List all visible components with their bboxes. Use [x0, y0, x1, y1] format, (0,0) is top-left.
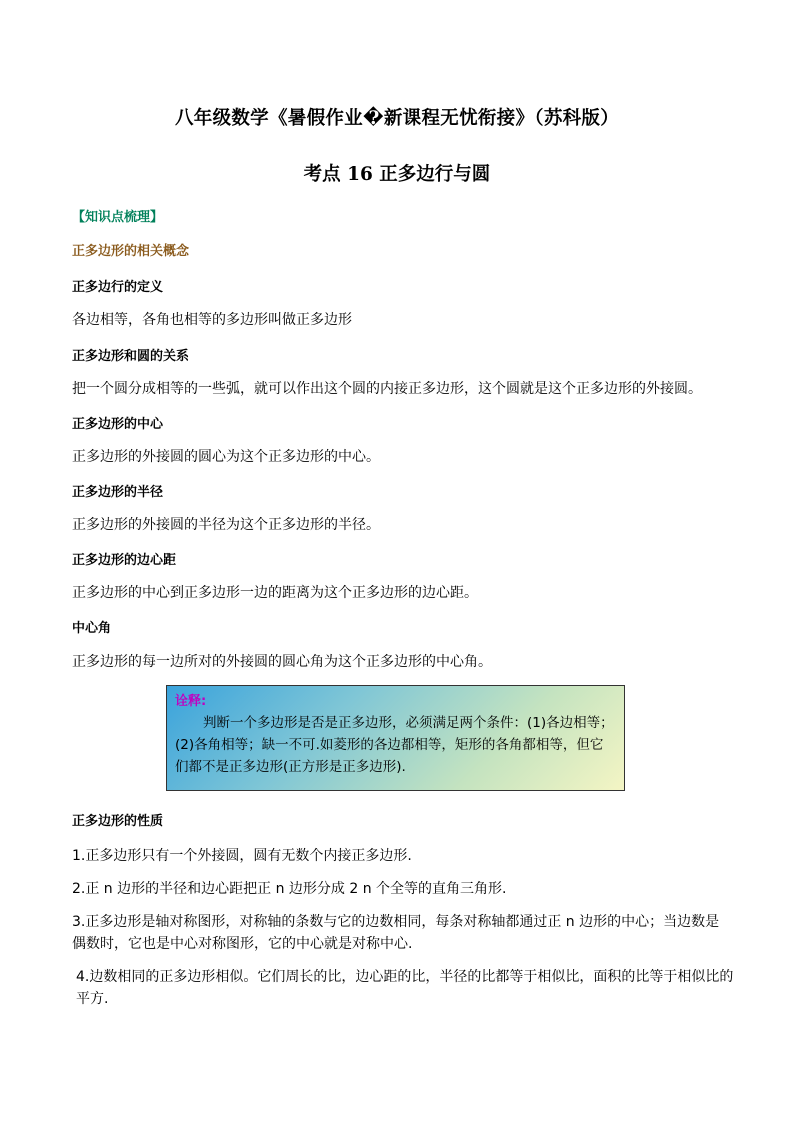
property-item: 4.边数相同的正多边形相似。它们周长的比，边心距的比，半径的比都等于相似比，面积的比等于相似比的平方. — [76, 969, 734, 1007]
item-heading: 正多边形和圆的关系 — [72, 349, 190, 364]
note-box — [166, 685, 625, 791]
properties-heading: 正多边形的性质 — [72, 814, 164, 829]
item-text: 把一个圆分成相等的一些弧，就可以作出这个圆的内接正多边形，这个圆就是这个正多边形的外接圆。 — [72, 381, 702, 397]
item-text: 各边相等，各角也相等的多边形叫做正多边形 — [72, 312, 352, 328]
item-heading: 中心角 — [72, 621, 112, 636]
document-title: 八年级数学《暑假作业�新课程无忧衔接》（苏科版） — [174, 108, 620, 129]
property-item: 2.正 n 边形的半径和边心距把正 n 边形分成 2 n 个全等的直角三角形. — [72, 881, 507, 897]
item-heading: 正多边形的边心距 — [72, 553, 177, 568]
note-title: 诠释: — [175, 694, 207, 709]
property-item: 1.正多边形只有一个外接圆，圆有无数个内接正多边形. — [72, 848, 412, 864]
section-tag: 【知识点梳理】 — [72, 210, 164, 225]
item-heading: 正多边行的定义 — [72, 280, 164, 295]
item-heading: 正多边形的中心 — [72, 417, 164, 432]
property-item: 3.正多边形是轴对称图形，对称轴的条数与它的边数相同，每条对称轴都通过正 n 边形的中心；当边数是偶数时，它也是中心对称图形，它的中心就是对称中心. — [72, 914, 720, 952]
item-text: 正多边形的外接圆的半径为这个正多边形的半径。 — [72, 517, 380, 533]
item-text: 正多边形的中心到正多边形一边的距离为这个正多边形的边心距。 — [72, 585, 478, 601]
item-text: 正多边形的外接圆的圆心为这个正多边形的中心。 — [72, 449, 380, 465]
document-subtitle: 考点 16 正多边行与圆 — [303, 164, 491, 185]
item-text: 正多边形的每一边所对的外接圆的圆心角为这个正多边形的中心角。 — [72, 654, 492, 670]
item-heading: 正多边形的半径 — [72, 485, 164, 500]
note-body: 判断一个多边形是否是正多边形，必须满足两个条件：(1)各边相等；(2)各角相等；缺一不可.如菱形的各边都相等，矩形的各角都相等，但它们都不是正多边形(正方形是正多边形). — [175, 715, 614, 775]
topic-heading: 正多边形的相关概念 — [72, 244, 190, 259]
